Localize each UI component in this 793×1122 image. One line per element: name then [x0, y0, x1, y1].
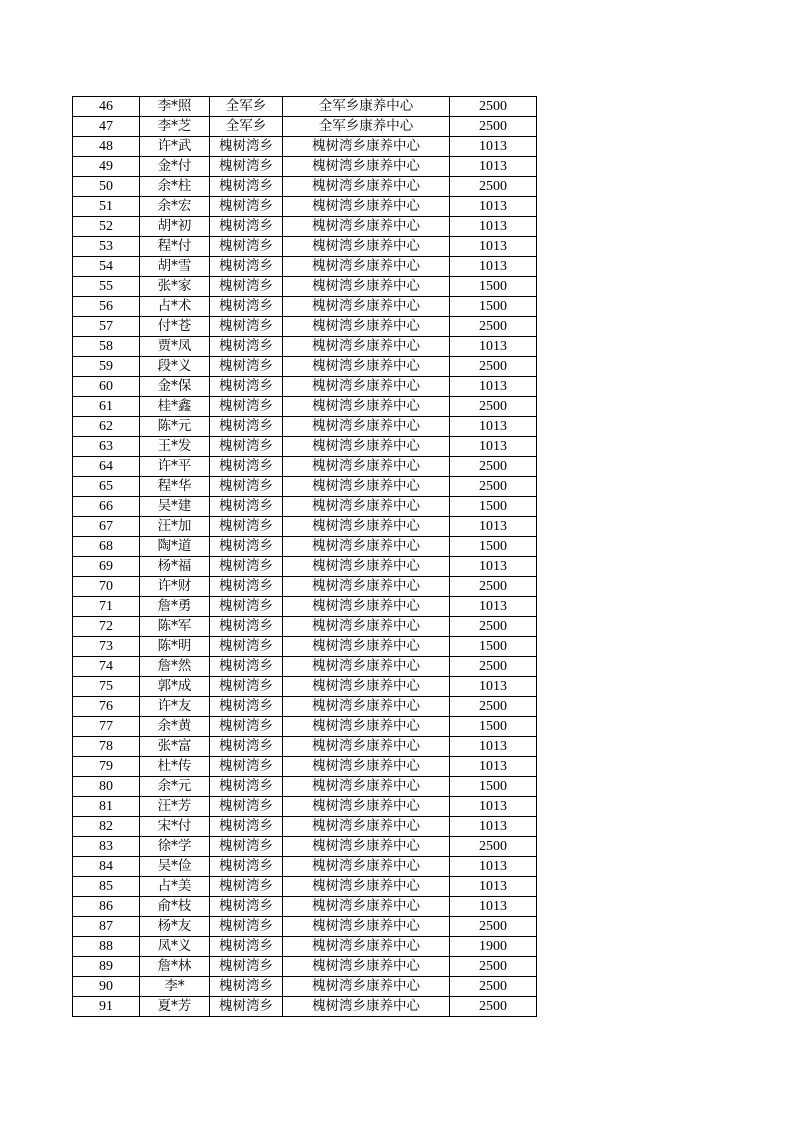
person-name-cell: 程*华 — [140, 477, 210, 497]
township-cell: 槐树湾乡 — [210, 477, 283, 497]
amount-cell: 1500 — [450, 637, 537, 657]
institution-cell: 槐树湾乡康养中心 — [283, 837, 450, 857]
row-number-cell: 75 — [73, 677, 140, 697]
person-name-cell: 桂*鑫 — [140, 397, 210, 417]
table-row — [73, 497, 537, 517]
row-number-cell: 53 — [73, 237, 140, 257]
person-name-cell: 余*宏 — [140, 197, 210, 217]
institution-cell: 槐树湾乡康养中心 — [283, 357, 450, 377]
person-name-cell: 李*芝 — [140, 117, 210, 137]
township-cell: 槐树湾乡 — [210, 777, 283, 797]
table-row — [73, 377, 537, 397]
person-name-cell: 付*苍 — [140, 317, 210, 337]
amount-cell: 1013 — [450, 157, 537, 177]
township-cell: 槐树湾乡 — [210, 857, 283, 877]
row-number-cell: 67 — [73, 517, 140, 537]
person-name-cell: 金*付 — [140, 157, 210, 177]
institution-cell: 槐树湾乡康养中心 — [283, 557, 450, 577]
person-name-cell: 许*武 — [140, 137, 210, 157]
row-number-cell: 80 — [73, 777, 140, 797]
institution-cell: 槐树湾乡康养中心 — [283, 497, 450, 517]
table-row — [73, 177, 537, 197]
township-cell: 槐树湾乡 — [210, 137, 283, 157]
row-number-cell: 66 — [73, 497, 140, 517]
person-name-cell: 陶*道 — [140, 537, 210, 557]
data-table — [72, 96, 537, 1017]
amount-cell: 1013 — [450, 517, 537, 537]
institution-cell: 全军乡康养中心 — [283, 97, 450, 117]
row-number-cell: 77 — [73, 717, 140, 737]
amount-cell: 2500 — [450, 697, 537, 717]
institution-cell: 槐树湾乡康养中心 — [283, 277, 450, 297]
table-row — [73, 897, 537, 917]
amount-cell: 1500 — [450, 497, 537, 517]
institution-cell: 槐树湾乡康养中心 — [283, 577, 450, 597]
row-number-cell: 82 — [73, 817, 140, 837]
township-cell: 槐树湾乡 — [210, 197, 283, 217]
amount-cell: 2500 — [450, 837, 537, 857]
institution-cell: 槐树湾乡康养中心 — [283, 697, 450, 717]
amount-cell: 1013 — [450, 437, 537, 457]
amount-cell: 1013 — [450, 137, 537, 157]
institution-cell: 槐树湾乡康养中心 — [283, 797, 450, 817]
amount-cell: 1013 — [450, 217, 537, 237]
table-row — [73, 637, 537, 657]
row-number-cell: 81 — [73, 797, 140, 817]
person-name-cell: 占*术 — [140, 297, 210, 317]
institution-cell: 槐树湾乡康养中心 — [283, 417, 450, 437]
institution-cell: 槐树湾乡康养中心 — [283, 197, 450, 217]
table-row — [73, 677, 537, 697]
person-name-cell: 杜*传 — [140, 757, 210, 777]
person-name-cell: 陈*明 — [140, 637, 210, 657]
row-number-cell: 52 — [73, 217, 140, 237]
amount-cell: 1013 — [450, 197, 537, 217]
amount-cell: 2500 — [450, 977, 537, 997]
amount-cell: 1013 — [450, 677, 537, 697]
table-row — [73, 97, 537, 117]
amount-cell: 1013 — [450, 417, 537, 437]
person-name-cell: 吴*建 — [140, 497, 210, 517]
table-row — [73, 777, 537, 797]
table-row — [73, 317, 537, 337]
row-number-cell: 83 — [73, 837, 140, 857]
table-row — [73, 197, 537, 217]
person-name-cell: 杨*福 — [140, 557, 210, 577]
table-row — [73, 537, 537, 557]
institution-cell: 槐树湾乡康养中心 — [283, 617, 450, 637]
township-cell: 槐树湾乡 — [210, 357, 283, 377]
amount-cell: 1900 — [450, 937, 537, 957]
amount-cell: 2500 — [450, 397, 537, 417]
person-name-cell: 宋*付 — [140, 817, 210, 837]
institution-cell: 槐树湾乡康养中心 — [283, 537, 450, 557]
person-name-cell: 汪*芳 — [140, 797, 210, 817]
amount-cell: 2500 — [450, 97, 537, 117]
person-name-cell: 詹*勇 — [140, 597, 210, 617]
township-cell: 槐树湾乡 — [210, 297, 283, 317]
institution-cell: 槐树湾乡康养中心 — [283, 657, 450, 677]
institution-cell: 槐树湾乡康养中心 — [283, 317, 450, 337]
township-cell: 槐树湾乡 — [210, 257, 283, 277]
township-cell: 槐树湾乡 — [210, 377, 283, 397]
township-cell: 槐树湾乡 — [210, 217, 283, 237]
township-cell: 槐树湾乡 — [210, 237, 283, 257]
person-name-cell: 凤*义 — [140, 937, 210, 957]
row-number-cell: 85 — [73, 877, 140, 897]
township-cell: 槐树湾乡 — [210, 817, 283, 837]
person-name-cell: 陈*元 — [140, 417, 210, 437]
amount-cell: 1500 — [450, 717, 537, 737]
person-name-cell: 詹*然 — [140, 657, 210, 677]
amount-cell: 1500 — [450, 277, 537, 297]
institution-cell: 槐树湾乡康养中心 — [283, 677, 450, 697]
table-row — [73, 617, 537, 637]
amount-cell: 1013 — [450, 257, 537, 277]
township-cell: 槐树湾乡 — [210, 597, 283, 617]
township-cell: 槐树湾乡 — [210, 157, 283, 177]
township-cell: 槐树湾乡 — [210, 277, 283, 297]
township-cell: 槐树湾乡 — [210, 937, 283, 957]
table-row — [73, 957, 537, 977]
row-number-cell: 78 — [73, 737, 140, 757]
person-name-cell: 段*义 — [140, 357, 210, 377]
person-name-cell: 余*黄 — [140, 717, 210, 737]
amount-cell: 2500 — [450, 457, 537, 477]
township-cell: 槐树湾乡 — [210, 417, 283, 437]
table-row — [73, 797, 537, 817]
person-name-cell: 占*美 — [140, 877, 210, 897]
institution-cell: 槐树湾乡康养中心 — [283, 757, 450, 777]
person-name-cell: 程*付 — [140, 237, 210, 257]
township-cell: 槐树湾乡 — [210, 437, 283, 457]
table-row — [73, 917, 537, 937]
amount-cell: 2500 — [450, 997, 537, 1017]
township-cell: 槐树湾乡 — [210, 557, 283, 577]
institution-cell: 槐树湾乡康养中心 — [283, 437, 450, 457]
institution-cell: 槐树湾乡康养中心 — [283, 777, 450, 797]
row-number-cell: 86 — [73, 897, 140, 917]
amount-cell: 1013 — [450, 737, 537, 757]
township-cell: 槐树湾乡 — [210, 717, 283, 737]
township-cell: 槐树湾乡 — [210, 877, 283, 897]
institution-cell: 槐树湾乡康养中心 — [283, 297, 450, 317]
person-name-cell: 许*友 — [140, 697, 210, 717]
table-row — [73, 857, 537, 877]
township-cell: 槐树湾乡 — [210, 497, 283, 517]
row-number-cell: 47 — [73, 117, 140, 137]
person-name-cell: 贾*凤 — [140, 337, 210, 357]
amount-cell: 2500 — [450, 117, 537, 137]
person-name-cell: 余*柱 — [140, 177, 210, 197]
person-name-cell: 李* — [140, 977, 210, 997]
institution-cell: 槐树湾乡康养中心 — [283, 637, 450, 657]
person-name-cell: 胡*雪 — [140, 257, 210, 277]
table-row — [73, 117, 537, 137]
table-row — [73, 737, 537, 757]
institution-cell: 槐树湾乡康养中心 — [283, 237, 450, 257]
institution-cell: 槐树湾乡康养中心 — [283, 597, 450, 617]
amount-cell: 1500 — [450, 297, 537, 317]
institution-cell: 槐树湾乡康养中心 — [283, 937, 450, 957]
row-number-cell: 88 — [73, 937, 140, 957]
table-row — [73, 237, 537, 257]
table-row — [73, 717, 537, 737]
township-cell: 槐树湾乡 — [210, 637, 283, 657]
table-row — [73, 257, 537, 277]
person-name-cell: 金*保 — [140, 377, 210, 397]
table-row — [73, 217, 537, 237]
institution-cell: 槐树湾乡康养中心 — [283, 817, 450, 837]
row-number-cell: 84 — [73, 857, 140, 877]
institution-cell: 槐树湾乡康养中心 — [283, 997, 450, 1017]
row-number-cell: 64 — [73, 457, 140, 477]
person-name-cell: 詹*林 — [140, 957, 210, 977]
table-row — [73, 577, 537, 597]
township-cell: 槐树湾乡 — [210, 537, 283, 557]
person-name-cell: 夏*芳 — [140, 997, 210, 1017]
person-name-cell: 张*富 — [140, 737, 210, 757]
row-number-cell: 50 — [73, 177, 140, 197]
township-cell: 槐树湾乡 — [210, 737, 283, 757]
institution-cell: 全军乡康养中心 — [283, 117, 450, 137]
table-row — [73, 997, 537, 1017]
table-row — [73, 337, 537, 357]
table-row — [73, 877, 537, 897]
table-row — [73, 757, 537, 777]
person-name-cell: 李*照 — [140, 97, 210, 117]
amount-cell: 2500 — [450, 177, 537, 197]
amount-cell: 2500 — [450, 577, 537, 597]
amount-cell: 2500 — [450, 957, 537, 977]
row-number-cell: 91 — [73, 997, 140, 1017]
amount-cell: 1500 — [450, 537, 537, 557]
township-cell: 槐树湾乡 — [210, 317, 283, 337]
table-row — [73, 657, 537, 677]
amount-cell: 1500 — [450, 777, 537, 797]
table-row — [73, 457, 537, 477]
table-row — [73, 517, 537, 537]
row-number-cell: 62 — [73, 417, 140, 437]
table-row — [73, 157, 537, 177]
person-name-cell: 杨*友 — [140, 917, 210, 937]
amount-cell: 2500 — [450, 657, 537, 677]
institution-cell: 槐树湾乡康养中心 — [283, 157, 450, 177]
row-number-cell: 46 — [73, 97, 140, 117]
township-cell: 槐树湾乡 — [210, 757, 283, 777]
table-row — [73, 277, 537, 297]
table-row — [73, 697, 537, 717]
institution-cell: 槐树湾乡康养中心 — [283, 917, 450, 937]
amount-cell: 1013 — [450, 337, 537, 357]
row-number-cell: 61 — [73, 397, 140, 417]
row-number-cell: 60 — [73, 377, 140, 397]
person-name-cell: 许*财 — [140, 577, 210, 597]
amount-cell: 1013 — [450, 597, 537, 617]
person-name-cell: 陈*军 — [140, 617, 210, 637]
person-name-cell: 王*发 — [140, 437, 210, 457]
township-cell: 槐树湾乡 — [210, 517, 283, 537]
table-row — [73, 297, 537, 317]
township-cell: 槐树湾乡 — [210, 797, 283, 817]
amount-cell: 1013 — [450, 757, 537, 777]
township-cell: 槐树湾乡 — [210, 677, 283, 697]
table-row — [73, 437, 537, 457]
amount-cell: 1013 — [450, 797, 537, 817]
township-cell: 槐树湾乡 — [210, 957, 283, 977]
row-number-cell: 56 — [73, 297, 140, 317]
township-cell: 槐树湾乡 — [210, 697, 283, 717]
row-number-cell: 63 — [73, 437, 140, 457]
table-row — [73, 817, 537, 837]
row-number-cell: 87 — [73, 917, 140, 937]
institution-cell: 槐树湾乡康养中心 — [283, 897, 450, 917]
row-number-cell: 74 — [73, 657, 140, 677]
row-number-cell: 70 — [73, 577, 140, 597]
township-cell: 槐树湾乡 — [210, 997, 283, 1017]
township-cell: 槐树湾乡 — [210, 977, 283, 997]
table-row — [73, 977, 537, 997]
person-name-cell: 吴*俭 — [140, 857, 210, 877]
person-name-cell: 胡*初 — [140, 217, 210, 237]
row-number-cell: 48 — [73, 137, 140, 157]
table-row — [73, 937, 537, 957]
row-number-cell: 54 — [73, 257, 140, 277]
institution-cell: 槐树湾乡康养中心 — [283, 177, 450, 197]
table-row — [73, 557, 537, 577]
row-number-cell: 65 — [73, 477, 140, 497]
institution-cell: 槐树湾乡康养中心 — [283, 957, 450, 977]
township-cell: 槐树湾乡 — [210, 457, 283, 477]
person-name-cell: 汪*加 — [140, 517, 210, 537]
institution-cell: 槐树湾乡康养中心 — [283, 137, 450, 157]
person-name-cell: 余*元 — [140, 777, 210, 797]
amount-cell: 1013 — [450, 897, 537, 917]
row-number-cell: 51 — [73, 197, 140, 217]
amount-cell: 2500 — [450, 357, 537, 377]
institution-cell: 槐树湾乡康养中心 — [283, 337, 450, 357]
institution-cell: 槐树湾乡康养中心 — [283, 517, 450, 537]
township-cell: 槐树湾乡 — [210, 617, 283, 637]
row-number-cell: 57 — [73, 317, 140, 337]
township-cell: 槐树湾乡 — [210, 657, 283, 677]
institution-cell: 槐树湾乡康养中心 — [283, 477, 450, 497]
row-number-cell: 58 — [73, 337, 140, 357]
row-number-cell: 59 — [73, 357, 140, 377]
institution-cell: 槐树湾乡康养中心 — [283, 257, 450, 277]
township-cell: 槐树湾乡 — [210, 177, 283, 197]
township-cell: 全军乡 — [210, 117, 283, 137]
row-number-cell: 49 — [73, 157, 140, 177]
row-number-cell: 72 — [73, 617, 140, 637]
amount-cell: 1013 — [450, 857, 537, 877]
township-cell: 槐树湾乡 — [210, 397, 283, 417]
institution-cell: 槐树湾乡康养中心 — [283, 217, 450, 237]
row-number-cell: 79 — [73, 757, 140, 777]
row-number-cell: 76 — [73, 697, 140, 717]
amount-cell: 2500 — [450, 917, 537, 937]
table-row — [73, 397, 537, 417]
township-cell: 全军乡 — [210, 97, 283, 117]
amount-cell: 2500 — [450, 617, 537, 637]
township-cell: 槐树湾乡 — [210, 897, 283, 917]
table-row — [73, 417, 537, 437]
row-number-cell: 73 — [73, 637, 140, 657]
row-number-cell: 71 — [73, 597, 140, 617]
amount-cell: 1013 — [450, 877, 537, 897]
institution-cell: 槐树湾乡康养中心 — [283, 857, 450, 877]
table-row — [73, 837, 537, 857]
document-page — [72, 96, 537, 1017]
row-number-cell: 68 — [73, 537, 140, 557]
row-number-cell: 90 — [73, 977, 140, 997]
institution-cell: 槐树湾乡康养中心 — [283, 877, 450, 897]
amount-cell: 1013 — [450, 377, 537, 397]
person-name-cell: 许*平 — [140, 457, 210, 477]
table-row — [73, 357, 537, 377]
table-row — [73, 477, 537, 497]
institution-cell: 槐树湾乡康养中心 — [283, 737, 450, 757]
township-cell: 槐树湾乡 — [210, 917, 283, 937]
row-number-cell: 69 — [73, 557, 140, 577]
amount-cell: 1013 — [450, 557, 537, 577]
institution-cell: 槐树湾乡康养中心 — [283, 977, 450, 997]
row-number-cell: 89 — [73, 957, 140, 977]
institution-cell: 槐树湾乡康养中心 — [283, 377, 450, 397]
person-name-cell: 徐*学 — [140, 837, 210, 857]
table-row — [73, 597, 537, 617]
institution-cell: 槐树湾乡康养中心 — [283, 457, 450, 477]
person-name-cell: 张*家 — [140, 277, 210, 297]
table-body — [73, 97, 537, 1017]
row-number-cell: 55 — [73, 277, 140, 297]
person-name-cell: 俞*枝 — [140, 897, 210, 917]
township-cell: 槐树湾乡 — [210, 577, 283, 597]
amount-cell: 2500 — [450, 317, 537, 337]
person-name-cell: 郭*成 — [140, 677, 210, 697]
amount-cell: 1013 — [450, 817, 537, 837]
amount-cell: 2500 — [450, 477, 537, 497]
township-cell: 槐树湾乡 — [210, 337, 283, 357]
institution-cell: 槐树湾乡康养中心 — [283, 717, 450, 737]
amount-cell: 1013 — [450, 237, 537, 257]
township-cell: 槐树湾乡 — [210, 837, 283, 857]
institution-cell: 槐树湾乡康养中心 — [283, 397, 450, 417]
table-row — [73, 137, 537, 157]
